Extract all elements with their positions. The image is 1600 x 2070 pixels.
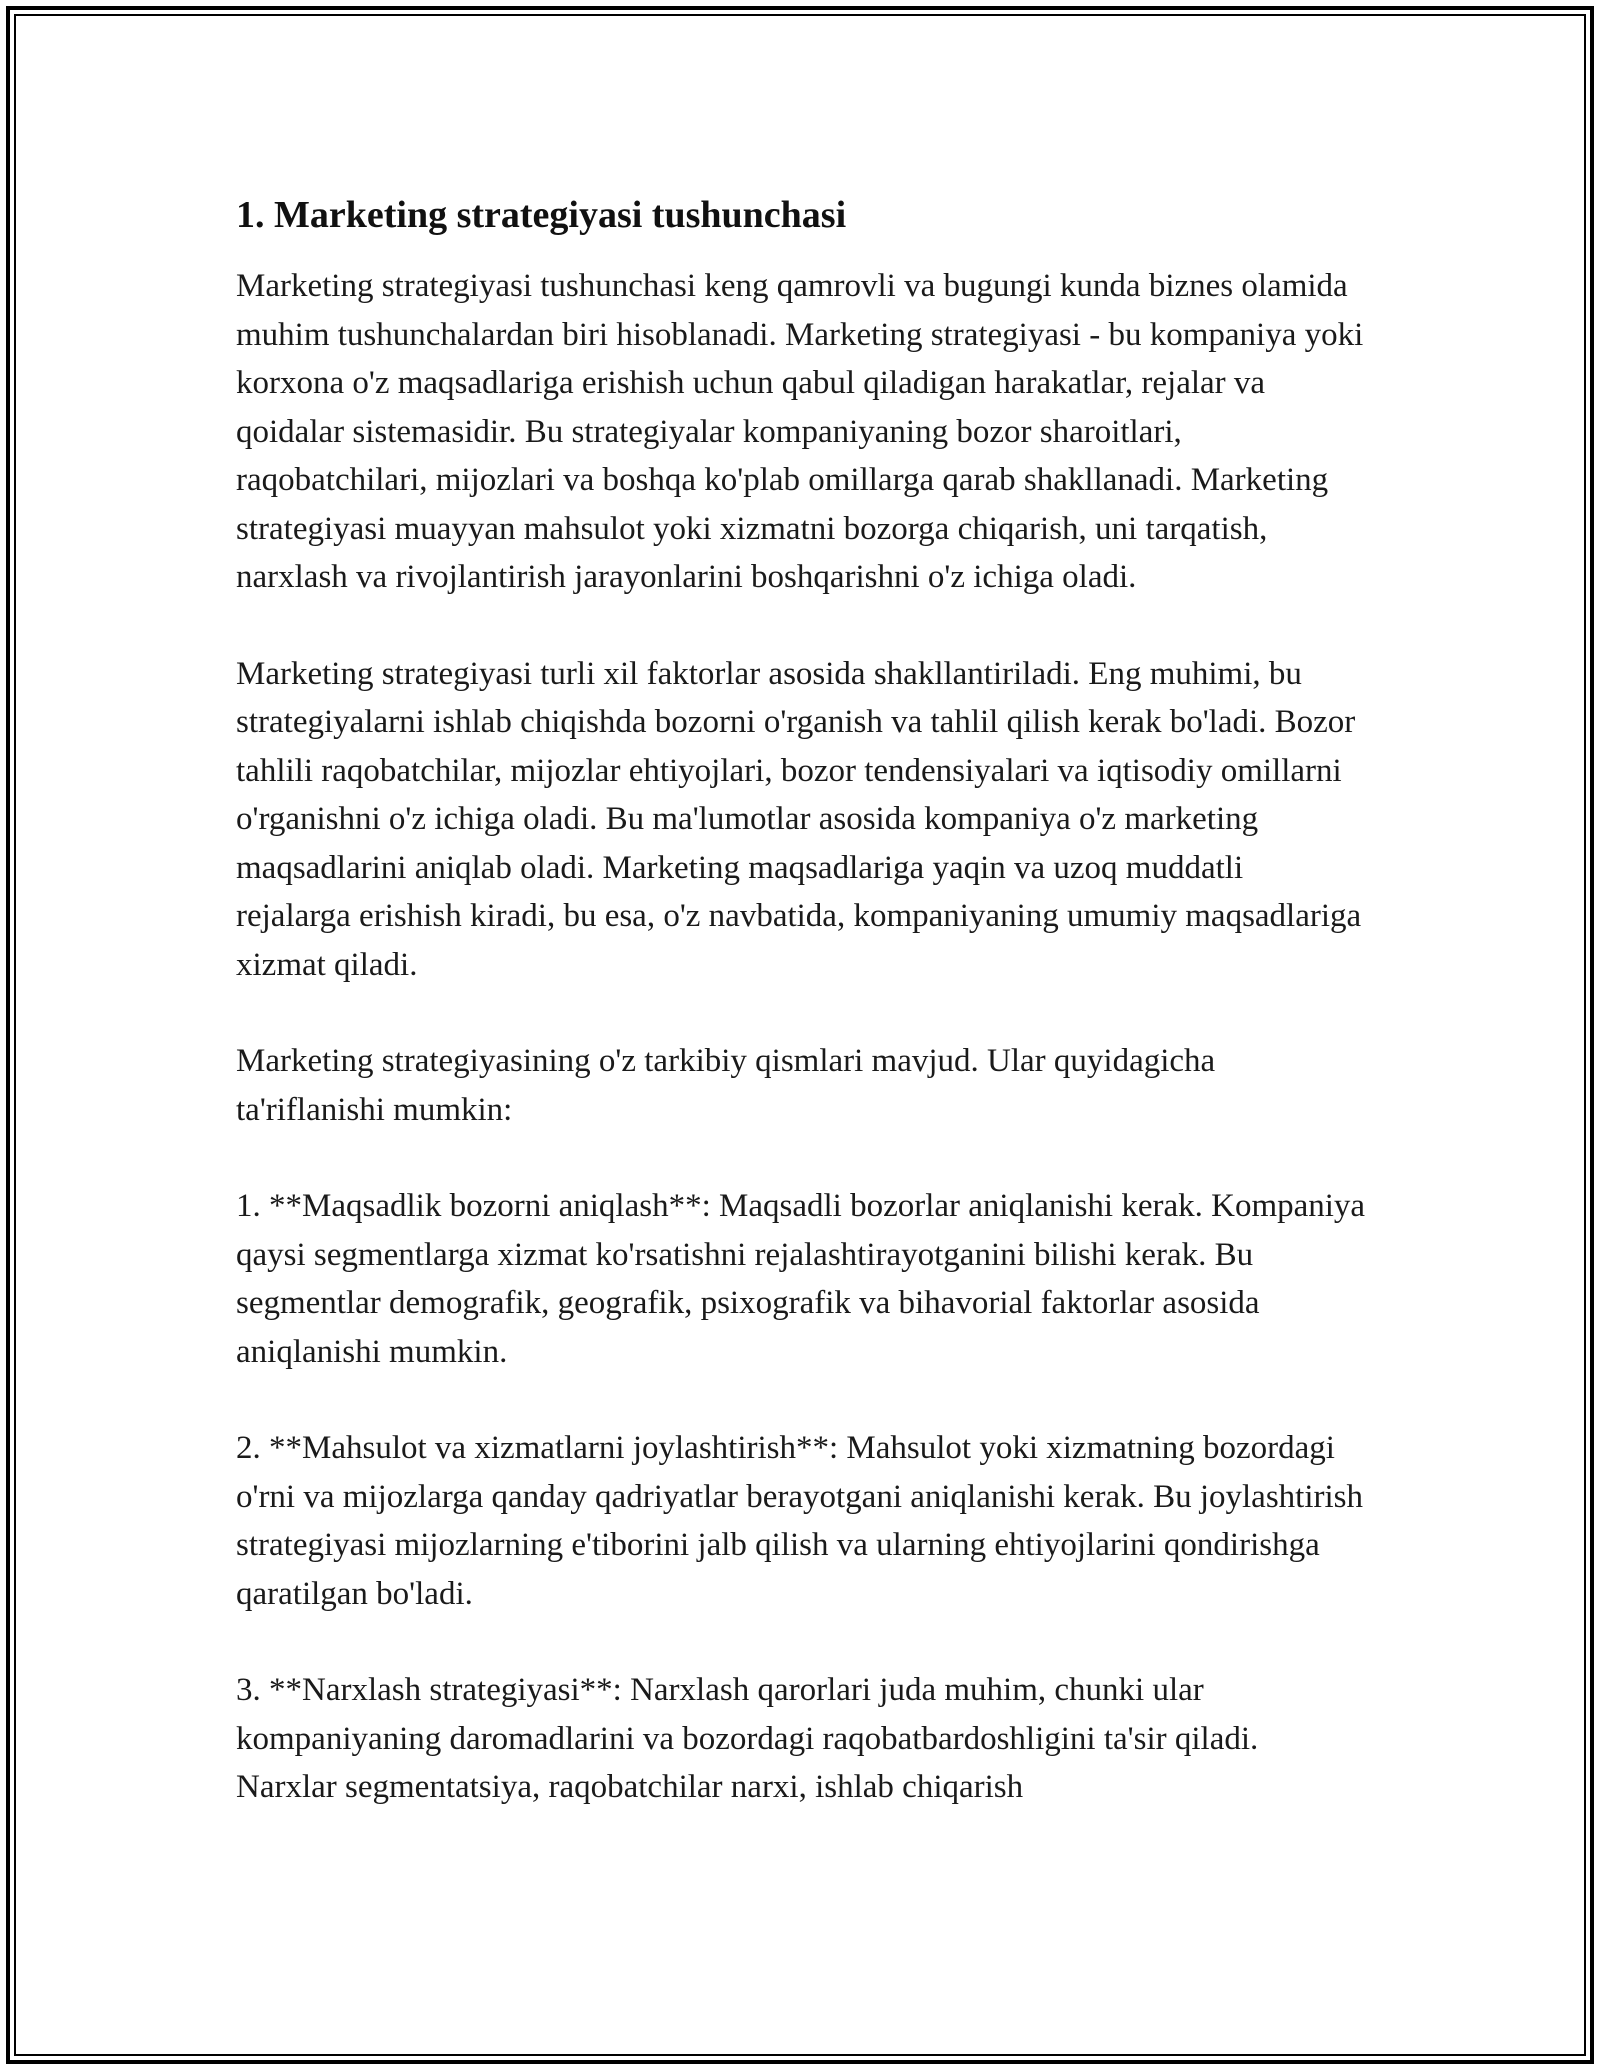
paragraph-intro: Marketing strategiyasi tushunchasi keng qamrovli va bugungi kunda biznes olamida muhim tushunchalardan biri hisoblanadi. Marketing strategiyasi - bu kompaniya yoki korxona o'z maqsadlariga erishish uchun qabul qiladigan harakatlar, rejalar va qoidalar sistemasidir. Bu strategiyalar kompaniyaning bozor sharoitlari, raqobatchilari, mijozlari va boshqa ko'plab omillarga qarab shakllanadi. Marketing strategiyasi muayyan mahsulot yoki xizmatni bozorga chiqarish, uni tarqatish, narxlash va rivojlantirish jarayonlarini boshqarishni o'z ichiga oladi. (236, 268, 1364, 595)
list-item-positioning: 2. **Mahsulot va xizmatlarni joylashtirish**: Mahsulot yoki xizmatning bozordagi o'rni va mijozlarga qanday qadriyatlar berayotgani aniqlanishi kerak. Bu joylashtirish strategiyasi mijozlarning e'tiborini jalb qilish va ularning ehtiyojlarini qondirishga qaratilgan bo'ladi. (236, 1430, 1364, 1612)
list-item-pricing: 3. **Narxlash strategiyasi**: Narxlash qarorlari juda muhim, chunki ular kompaniyaning daromadlarini va bozordagi raqobatbardoshligini ta'sir qiladi. Narxlar segmentatsiya, raqobatchilar narxi, ishlab chiqarish (236, 1672, 1259, 1805)
paragraph-factors: Marketing strategiyasi turli xil faktorlar asosida shakllantiriladi. Eng muhimi, bu strategiyalarni ishlab chiqishda bozorni o'rganish va tahlil qilish kerak bo'ladi. Bozor tahlili raqobatchilar, mijozlar ehtiyojlari, bozor tendensiyalari va iqtisodiy omillarni o'rganishni o'z ichiga oladi. Bu ma'lumotlar asosida kompaniya o'z marketing maqsadlarini aniqlab oladi. Marketing maqsadlariga yaqin va uzoq muddatli rejalarga erishish kiradi, bu esa, o'z navbatida, kompaniyaning umumiy maqsadlariga xizmat qiladi. (236, 655, 1362, 983)
paragraph-components-intro: Marketing strategiyasining o'z tarkibiy qismlari mavjud. Ular quyidagicha ta'riflanishi mumkin: (236, 1043, 1216, 1128)
document-body (236, 186, 1366, 1812)
page-title: 1. Marketing strategiyasi tushunchasi (236, 194, 847, 236)
list-item-target-market: 1. **Maqsadlik bozorni aniqlash**: Maqsadli bozorlar aniqlanishi kerak. Kompaniya qaysi segmentlarga xizmat ko'rsatishni rejalashtirayotganini bilishi kerak. Bu segmentlar demografik, geografik, psixografik va bihavorial faktorlar asosida aniqlanishi mumkin. (236, 1188, 1366, 1370)
